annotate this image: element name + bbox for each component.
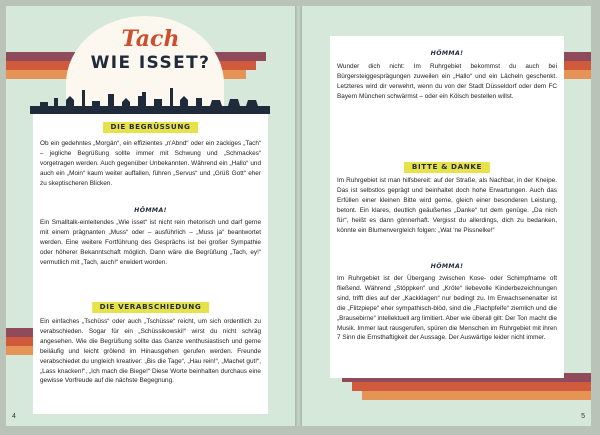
right-page (302, 6, 591, 426)
para-kosename: Im Ruhrgebiet ist der Übergang zwischen Kose- oder Schimpfname oft fließend. Während „Stöppken“ und „Kröte“ liebevolle Kinderbezeichnungen sind, trifft dies auf der „Kackklagen“ nur bedingt zu. Im Erwachsenenalter ist die „Flitzpiepe“ eher sympathisch-blöd, sind die „Flachpfeife“ ziemlich und die „Brausebirne“ intellektuell arg limitiert. Aber wie überall gilt: Der Ton macht die Musik. Immer laut rausgerufen, spüren die Menschen im Ruhrgebiet mit ihren 7 Sinn die Ernsthaftigkeit der Aussage. Der Auswärtige leider nicht immer. (337, 275, 557, 342)
stripe-side-3 (6, 346, 33, 355)
para-smalltalk: Ein Smalltalk-einleitendes „Wie isset“ ist nicht rein rhetorisch und darf gerne mit einem prägnanten „Muss“ oder – ausführlich – „Muss ja“ beantwortet werden. Eine weitere Fortführung des Gesprächs ist bei großer Sympathie oder höherer Bekanntschaft möglich. Dann wäre die Begrüßung „Tach, ey!“ vermutlich mit „Tach, auch!“ erwidert worden. (40, 219, 261, 266)
left-page (6, 6, 295, 426)
para-verabschiedung: Ein einfaches „Tschüss“ oder auch „Tschüsse“ reicht, um sich ordentlich zu verabschieden. Sogar für ein „Schüssikowski!“ wirst du nicht schräg angesehen. Wie die Begrüßung sollte das Ganze venthusiastisch und gerne beiläufig und leicht grölend im Hinausgehen gerufen werden. Freunde verabschiedet du ungleich kreativer: „Bis die Tage“, „Hau rein!“, „Machet gut!“, „Lass knacken!“, „Ich mach die Biege!“ Diese Worte beinhalten durchaus eine gewisse Vorfreude auf die nächste Begegnung. (40, 318, 261, 385)
page-number-right: 5 (581, 413, 585, 420)
hoemma-right-1: HÖMMA! (430, 50, 464, 57)
stripe-bottom-2 (352, 382, 591, 391)
heading-verabschiedung: DIE VERABSCHIEDUNG (92, 300, 210, 313)
stripe-side-2 (6, 337, 33, 346)
page-number-left: 4 (12, 413, 16, 420)
left-text-box (33, 114, 268, 414)
heading-bitte-danke: BITTE & DANKE (404, 160, 490, 173)
para-wunder: Wunder dich nicht: Im Ruhrgebiet bekommst du auch bei Bürgersteiggesprägungen zuweilen ein „Hallo“ und ein Lächeln geschenkt. Letzteres wird dir verwehrt, wenn du von der Stadt Düsseldorf oder dem FC Bayern München schwärmst – oder ein Kölsch bestellen willst. (337, 63, 557, 100)
stripe-side-1 (6, 328, 33, 337)
hoemma-right-2: HÖMMA! (430, 263, 464, 270)
book-gutter (295, 6, 302, 426)
para-bitte-danke: Im Ruhrgebiet ist man hilfsbereit: auf der Straße, als Nachbar, in der Kneipe. Das ist selbstlos geprägt und beinhaltet doch hohe Erwartungen. Auch das Erfüllen einer kleinen Bitte wird gerne, gleich einer besonderen Leistung, betont. Ein klares, deutlich geäußertes „Danke“ tut dem genüge. „Da nich für“, heißt es dann gönnerhaft. Vergisst du allerdings, dich zu bedanken, könnte ein Blumenvergleich folgen: „Wat 'ne Pissnelke!“ (337, 177, 557, 234)
hoemma-left: HÖMMA! (134, 207, 167, 214)
para-begruessung: Ob ein gedehntes „Morgän“, ein effizientes „n'Abnd“ oder ein zackiges „Tach“ – jegliche Begrüßung sollte immer mit Schwung und „Schmackes“ vorgetragen werden. Auch gegenüber Unbekannten. Während ein „Hallo“ und auch ein „Moin“ kaum weiter auffallen, führen „Servus“ und „Grüß Gott“ eher zu skeptischeren Blicken. (40, 140, 261, 187)
stripe-bottom-3 (362, 391, 591, 400)
right-text-box (330, 36, 564, 378)
heading-begruessung: DIE BEGRÜSSUNG (103, 120, 199, 133)
skyline-illustration (30, 84, 270, 114)
title-wie-isset: WIE ISSET? (90, 53, 211, 73)
title-tach: Tach (121, 26, 180, 52)
